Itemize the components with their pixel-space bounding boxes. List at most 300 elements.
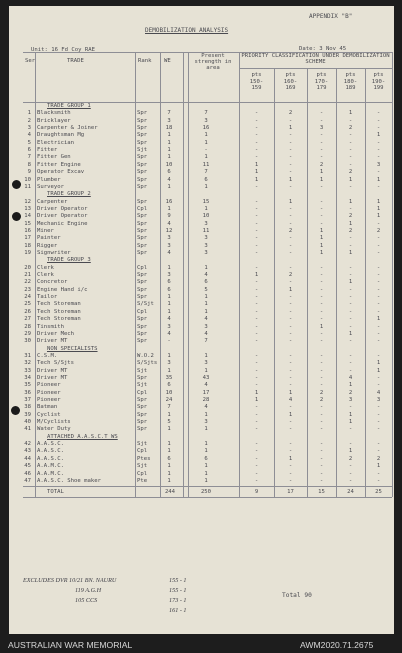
row-points-count: - [319, 183, 324, 190]
row-points-count: - [254, 242, 259, 249]
row-points-count: 2 [288, 227, 293, 234]
row-we: 16 [165, 198, 173, 205]
row-rank: Spr [137, 183, 148, 190]
table-rule [183, 52, 184, 497]
row-trade: Signwriter [37, 250, 71, 256]
row-we: 1 [167, 301, 171, 308]
row-points-count: 2 [319, 397, 324, 403]
row-present: 3 [204, 242, 208, 249]
row-points-count: 2 [348, 213, 353, 220]
row-points-count: 1 [254, 272, 259, 279]
row-trade: Fitter Engine [37, 161, 81, 168]
row-trade: Surveyor [37, 183, 64, 190]
row-serial: 12 [24, 198, 31, 205]
row-points-count: - [376, 220, 381, 227]
row-points-count: - [254, 463, 259, 470]
row-points-count: - [288, 161, 293, 168]
row-points-count: - [348, 264, 353, 271]
row-rank: Spr [137, 161, 148, 168]
row-present: 6 [204, 176, 208, 183]
row-points-count: - [376, 139, 381, 146]
row-trade: Cyclist [37, 411, 61, 418]
row-present: 1 [204, 448, 208, 455]
row-we: 1 [167, 470, 171, 477]
row-serial: 34 [24, 374, 31, 381]
row-we: 35 [165, 374, 173, 381]
row-points-count: - [288, 477, 293, 484]
total-points-count: 17 [287, 489, 294, 496]
header-points-band: 169 [285, 85, 296, 91]
row-rank: Cpl [137, 205, 148, 212]
row-we: 5 [167, 419, 171, 426]
row-trade: Electrician [37, 139, 75, 146]
row-points-count: - [288, 441, 293, 448]
row-present: 6 [204, 279, 208, 286]
row-serial: 3 [27, 125, 31, 132]
row-serial: 30 [24, 338, 31, 345]
row-points-count: - [319, 352, 324, 359]
row-points-count: - [376, 183, 381, 190]
row-points-count: - [288, 367, 293, 374]
row-present: 4 [204, 404, 208, 411]
row-present: 15 [202, 198, 210, 205]
row-we: 9 [167, 213, 171, 220]
unit-name: Unit: 16 Fd Coy RAE [31, 47, 95, 53]
row-points-count: 1 [254, 389, 259, 396]
row-present: 1 [204, 441, 208, 448]
table-rule [35, 52, 36, 497]
row-serial: 15 [24, 220, 31, 227]
total-points-count: 25 [375, 489, 382, 496]
row-points-count: 2 [348, 227, 353, 234]
row-points-count: - [319, 463, 324, 470]
row-we: 6 [167, 279, 171, 286]
row-present: 1 [204, 470, 208, 477]
header-points-band: pts [373, 72, 384, 78]
row-points-count: - [376, 294, 381, 301]
row-serial: 11 [24, 183, 31, 190]
row-points-count: - [254, 264, 259, 271]
row-points-count: - [288, 220, 293, 227]
row-points-count: - [319, 411, 324, 418]
row-points-count: - [319, 272, 324, 279]
row-present: 1 [204, 411, 208, 418]
row-trade: Driver MT [37, 367, 68, 374]
row-points-count: 1 [376, 205, 381, 212]
row-rank: Spr [137, 419, 148, 426]
row-points-count: 1 [376, 198, 381, 205]
row-points-count: - [254, 279, 259, 286]
row-trade: Driver Mech [37, 330, 75, 337]
row-points-count: - [288, 308, 293, 315]
row-points-count: - [319, 338, 324, 345]
row-points-count: 1 [348, 220, 353, 227]
row-points-count: - [254, 213, 259, 220]
row-points-count: - [254, 382, 259, 389]
row-points-count: - [319, 139, 324, 146]
header-points-band: pts [285, 72, 296, 78]
row-points-count: - [288, 250, 293, 256]
row-points-count: - [348, 338, 353, 345]
row-points-count: 2 [376, 227, 381, 234]
row-points-count: 1 [288, 198, 293, 205]
row-serial: 39 [24, 411, 31, 418]
row-serial: 43 [24, 448, 31, 455]
row-serial: 14 [24, 213, 31, 220]
row-trade: A.A.M.C. [37, 470, 64, 477]
row-points-count: - [319, 294, 324, 301]
row-serial: 6 [27, 147, 31, 154]
row-trade: Draughtsman Mg [37, 132, 85, 139]
row-trade: A.A.M.C. [37, 463, 64, 470]
row-points-count: - [254, 235, 259, 242]
row-serial: 47 [24, 477, 31, 484]
header-points-band: pts [316, 72, 327, 78]
trade-group-heading: TRADE GROUP 2 [47, 191, 91, 198]
row-serial: 32 [24, 360, 31, 367]
row-rank: Spr [137, 117, 148, 124]
row-points-count: 1 [288, 125, 293, 132]
row-rank: Spr [137, 176, 148, 183]
row-points-count: - [376, 125, 381, 132]
row-we: 1 [167, 183, 171, 190]
row-points-count: - [319, 264, 324, 271]
row-points-count: - [348, 470, 353, 477]
row-serial: 31 [24, 352, 31, 359]
row-points-count: 1 [348, 411, 353, 418]
row-points-count: 3 [319, 125, 324, 132]
row-points-count: 1 [348, 250, 353, 256]
row-we: 3 [167, 117, 171, 124]
row-present: 4 [204, 272, 208, 279]
row-present: 11 [202, 161, 210, 168]
row-present: 1 [204, 139, 208, 146]
row-rank: Spr [137, 426, 148, 433]
row-points-count: - [319, 367, 324, 374]
row-points-count: - [319, 132, 324, 139]
row-points-count: - [288, 301, 293, 308]
row-we: 1 [167, 132, 171, 139]
header-points-band: 160- [283, 78, 298, 85]
row-rank: Spr [137, 154, 148, 161]
row-present: 3 [204, 250, 208, 256]
row-trade: Pioneer [37, 389, 61, 396]
row-points-count: - [319, 301, 324, 308]
row-points-count: 2 [376, 455, 381, 462]
row-points-count: - [254, 301, 259, 308]
row-points-count: 2 [348, 169, 353, 176]
row-points-count: 1 [288, 389, 293, 396]
row-rank: Spr [137, 323, 148, 330]
row-serial: 22 [24, 279, 31, 286]
punch-hole [12, 212, 21, 221]
row-present: 3 [204, 220, 208, 227]
header-present-strength: Present strength in area [194, 53, 232, 72]
row-we: 1 [167, 411, 171, 418]
row-present: 7 [204, 110, 208, 117]
header-points-band: 189 [345, 85, 356, 91]
archive-name: AUSTRALIAN WAR MEMORIAL [8, 640, 133, 650]
row-points-count: 1 [288, 411, 293, 418]
row-serial: 10 [24, 176, 31, 183]
row-rank: Spr [137, 330, 148, 337]
row-rank: Spr [137, 125, 148, 132]
row-serial: 4 [27, 132, 31, 139]
row-points-count: - [288, 448, 293, 455]
row-points-count: - [376, 426, 381, 433]
row-trade: C.S.M. [37, 352, 58, 359]
row-serial: 20 [24, 264, 31, 271]
row-we: 1 [167, 264, 171, 271]
row-points-count: - [254, 198, 259, 205]
row-trade: Tech Storeman [37, 316, 81, 323]
row-present: 5 [204, 286, 208, 293]
row-we: 10 [165, 161, 173, 168]
row-points-count: - [319, 382, 324, 389]
row-rank: Cpl [137, 470, 148, 477]
row-points-count: 1 [376, 360, 381, 367]
row-points-count: - [319, 198, 324, 205]
row-we: 1 [167, 426, 171, 433]
row-points-count: 1 [348, 382, 353, 389]
row-serial: 5 [27, 139, 31, 146]
row-rank: Spr [137, 250, 148, 256]
row-points-count: 4 [348, 374, 353, 381]
header-points-band: 150- [249, 78, 264, 85]
row-trade: Tailor [37, 294, 58, 301]
row-points-count: - [319, 470, 324, 477]
row-trade: Bricklayer [37, 117, 71, 124]
row-points-count: - [348, 316, 353, 323]
row-points-count: - [319, 213, 324, 220]
row-present: 43 [202, 374, 210, 381]
row-rank: Spr [137, 139, 148, 146]
row-we: 4 [167, 176, 171, 183]
row-trade: A.A.S.C. [37, 455, 64, 462]
row-rank: Sjt [137, 463, 148, 470]
row-trade: Painter [37, 235, 61, 242]
row-we: 10 [165, 389, 173, 396]
row-we: 1 [167, 139, 171, 146]
row-points-count: - [376, 352, 381, 359]
row-points-count: - [254, 338, 259, 345]
total-label: TOTAL [47, 489, 64, 496]
row-points-count: 2 [288, 272, 293, 279]
row-trade: Fitter [37, 147, 58, 154]
row-we: 4 [167, 250, 171, 256]
row-points-count: - [376, 330, 381, 337]
row-serial: 17 [24, 235, 31, 242]
row-rank: Cpl [137, 389, 148, 396]
row-points-count: - [254, 411, 259, 418]
row-trade: Blacksmith [37, 110, 71, 117]
row-serial: 16 [24, 227, 31, 234]
row-serial: 36 [24, 389, 31, 396]
row-rank: Spr [137, 198, 148, 205]
row-points-count: - [376, 448, 381, 455]
row-trade: Tech S/Sjts [37, 360, 75, 367]
row-points-count: 1 [319, 227, 324, 234]
row-points-count: - [288, 323, 293, 330]
header-points-band: 180- [343, 78, 358, 85]
row-points-count: - [288, 117, 293, 124]
archive-reference: AWM2020.71.2675 [300, 640, 374, 650]
row-present: 17 [202, 389, 210, 396]
row-trade: A.A.S.C. Shoe maker [37, 477, 101, 484]
row-rank: Cpl [137, 308, 148, 315]
row-serial: 40 [24, 419, 31, 426]
row-rank: Sjt [137, 147, 148, 154]
row-serial: 29 [24, 330, 31, 337]
document-title: DEMOBILIZATION ANALYSIS [145, 27, 229, 34]
row-points-count: - [376, 441, 381, 448]
row-points-count: - [319, 286, 324, 293]
row-points-count: - [319, 477, 324, 484]
row-present: 3 [204, 117, 208, 124]
row-rank: Spr [137, 374, 148, 381]
row-points-count: - [254, 227, 259, 234]
row-points-count: - [319, 154, 324, 161]
row-points-count: 1 [376, 367, 381, 374]
row-points-count: 1 [376, 213, 381, 220]
header-trade: TRADE [67, 58, 84, 64]
row-rank: Cpl [137, 448, 148, 455]
row-points-count: - [254, 374, 259, 381]
handwritten-note-unit: EXCLUDES DVR 10/21 BN. NAURU [23, 577, 117, 584]
row-points-count: - [288, 352, 293, 359]
row-points-count: - [348, 286, 353, 293]
row-rank: Spr [137, 397, 148, 403]
row-points-count: - [376, 264, 381, 271]
row-points-count: - [376, 374, 381, 381]
row-points-count: - [348, 272, 353, 279]
row-we: 18 [165, 125, 173, 132]
row-trade: Batman [37, 404, 58, 411]
row-trade: Pioneer [37, 397, 61, 403]
row-present: 4 [204, 330, 208, 337]
row-trade: Rigger [37, 242, 58, 249]
row-we: 1 [167, 294, 171, 301]
row-serial: 21 [24, 272, 31, 279]
row-trade: Miner [37, 227, 54, 234]
row-trade: Tech Storeman [37, 301, 81, 308]
row-present: 1 [204, 294, 208, 301]
row-serial: 2 [27, 117, 31, 124]
row-points-count: 2 [348, 125, 353, 132]
row-points-count: 3 [348, 397, 353, 403]
row-points-count: - [288, 147, 293, 154]
total-points-count: 9 [254, 489, 259, 496]
handwritten-note-points: 173 - 1 [169, 597, 187, 604]
row-points-count: - [319, 279, 324, 286]
row-points-count: - [254, 220, 259, 227]
row-points-count: 2 [348, 455, 353, 462]
row-points-count: 1 [348, 448, 353, 455]
row-serial: 45 [24, 463, 31, 470]
row-points-count: - [254, 139, 259, 146]
row-points-count: - [376, 110, 381, 117]
row-trade: Water Duty [37, 426, 71, 433]
row-points-count: - [319, 330, 324, 337]
row-points-count: - [254, 205, 259, 212]
row-serial: 35 [24, 382, 31, 389]
row-we: 6 [167, 455, 171, 462]
row-we: 1 [167, 205, 171, 212]
row-rank: Spr [137, 235, 148, 242]
row-points-count: - [254, 352, 259, 359]
row-points-count: - [254, 132, 259, 139]
row-we: 7 [167, 110, 171, 117]
handwritten-note-points: 161 - 1 [169, 607, 187, 614]
row-present: 1 [204, 183, 208, 190]
row-points-count: - [319, 448, 324, 455]
row-points-count: - [376, 286, 381, 293]
row-we: 6 [167, 169, 171, 176]
row-points-count: - [254, 419, 259, 426]
row-points-count: - [254, 183, 259, 190]
row-present: 10 [202, 213, 210, 220]
row-rank: Cpl [137, 264, 148, 271]
row-trade: Fitter Gen [37, 154, 71, 161]
row-rank: W.O.2 [137, 352, 154, 359]
row-rank: S/Sjts [137, 360, 158, 367]
row-points-count: - [288, 169, 293, 176]
row-present: 3 [204, 419, 208, 426]
row-points-count: - [288, 316, 293, 323]
header-rank: Rank [138, 58, 152, 64]
row-present: 3 [204, 235, 208, 242]
row-rank: Spr [137, 110, 148, 117]
row-trade: Carpenter [37, 198, 68, 205]
row-points-count: - [254, 404, 259, 411]
row-present: 1 [204, 301, 208, 308]
row-trade: Engine Hand i/c [37, 286, 88, 293]
trade-group-heading: ATTACHED A.A.S.C.T WS [47, 433, 118, 440]
row-points-count: - [254, 367, 259, 374]
row-serial: 9 [27, 169, 31, 176]
row-points-count: - [254, 286, 259, 293]
row-trade: Clerk [37, 272, 54, 279]
row-points-count: - [254, 294, 259, 301]
row-points-count: - [288, 404, 293, 411]
row-points-count: - [254, 470, 259, 477]
row-present: 1 [204, 154, 208, 161]
row-rank: Spr [137, 169, 148, 176]
row-points-count: 1 [376, 316, 381, 323]
row-trade: Plumber [37, 176, 61, 183]
row-points-count: - [288, 426, 293, 433]
row-points-count: - [319, 374, 324, 381]
row-rank: Spr [137, 286, 148, 293]
row-points-count: - [376, 411, 381, 418]
row-present: 1 [204, 205, 208, 212]
row-rank: Spr [137, 272, 148, 279]
row-points-count: - [348, 367, 353, 374]
row-points-count: - [254, 330, 259, 337]
row-trade: A.A.S.C. [37, 441, 64, 448]
row-we: 1 [167, 147, 171, 154]
row-rank: Spr [137, 316, 148, 323]
header-points-band: 190- [371, 78, 386, 85]
row-points-count: 1 [376, 176, 381, 183]
row-points-count: - [348, 132, 353, 139]
total-present: 250 [200, 489, 212, 496]
total-points-count: 15 [318, 489, 325, 496]
row-we: 3 [167, 242, 171, 249]
row-points-count: - [288, 154, 293, 161]
row-rank: Ptes [137, 455, 151, 462]
row-points-count: - [348, 117, 353, 124]
